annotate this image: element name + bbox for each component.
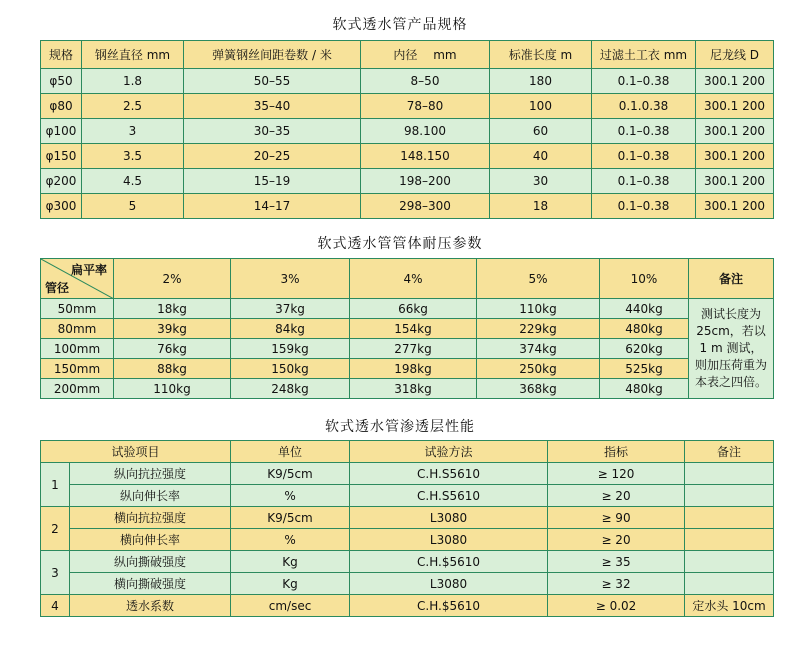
spec-cell: 2.5 (82, 94, 184, 119)
spec-cell: 30–35 (184, 119, 361, 144)
pressure-cell: 480kg (600, 379, 689, 399)
spec-header-row (41, 41, 774, 69)
perm-index: ≥ 0.02 (548, 595, 685, 617)
spec-title: 软式透水管产品规格 (332, 17, 468, 33)
spec-cell: φ50 (41, 69, 82, 94)
spec-cell: 40 (490, 144, 592, 169)
spec-cell: φ100 (41, 119, 82, 144)
pressure-cell: 88kg (114, 359, 231, 379)
spec-cell: 30 (490, 169, 592, 194)
spec-cell: φ200 (41, 169, 82, 194)
pressure-header-cell: 4% (350, 259, 477, 299)
perm-header-cell: 备注 (685, 441, 774, 463)
pressure-cell: 37kg (231, 299, 350, 319)
pressure-cell: 150mm (41, 359, 114, 379)
spec-cell: 0.1–0.38 (592, 169, 696, 194)
table-row (41, 551, 774, 573)
spec-cell: 3 (82, 119, 184, 144)
pressure-cell: 100mm (41, 339, 114, 359)
spec-cell: 300.1 200 (696, 94, 774, 119)
table-row (41, 194, 774, 219)
spec-cell: 0.1–0.38 (592, 119, 696, 144)
spec-cell: 180 (490, 69, 592, 94)
perm-group-number: 4 (41, 595, 70, 617)
table-row (41, 463, 774, 485)
pressure-header-cell: 5% (477, 259, 600, 299)
perm-item: 纵向撕破强度 (70, 551, 231, 573)
spec-cell: 50–55 (184, 69, 361, 94)
table-row (41, 169, 774, 194)
perm-unit: cm/sec (231, 595, 350, 617)
corner-label-diameter: 管径 (45, 281, 70, 295)
spec-header-cell: 钢丝直径 mm (82, 41, 184, 69)
spec-header-cell: 弹簧钢丝间距卷数 / 米 (184, 41, 361, 69)
table-row (41, 529, 774, 551)
pressure-header-row (41, 259, 774, 299)
spec-cell: 1.8 (82, 69, 184, 94)
spec-cell: 148.150 (361, 144, 490, 169)
perm-note (685, 551, 774, 573)
perm-method: L3080 (350, 507, 548, 529)
perm-header-cell: 指标 (548, 441, 685, 463)
spec-cell: 198–200 (361, 169, 490, 194)
spec-header-cell: 内径 mm (361, 41, 490, 69)
pressure-cell: 480kg (600, 319, 689, 339)
pressure-cell: 277kg (350, 339, 477, 359)
spec-cell: 20–25 (184, 144, 361, 169)
perm-note (685, 507, 774, 529)
spec-cell: 15–19 (184, 169, 361, 194)
spec-cell: 8–50 (361, 69, 490, 94)
perm-index: ≥ 35 (548, 551, 685, 573)
pressure-cell: 374kg (477, 339, 600, 359)
perm-header-cell: 单位 (231, 441, 350, 463)
spec-cell: 0.1–0.38 (592, 194, 696, 219)
table-row (41, 94, 774, 119)
perm-item: 透水系数 (70, 595, 231, 617)
spec-header-cell: 标准长度 m (490, 41, 592, 69)
perm-note (685, 463, 774, 485)
perm-header-cell: 试验项目 (41, 441, 231, 463)
pressure-header-cell: 2% (114, 259, 231, 299)
perm-group-number: 2 (41, 507, 70, 551)
table-row (41, 507, 774, 529)
perm-table (40, 440, 774, 617)
perm-index: ≥ 20 (548, 529, 685, 551)
pressure-cell: 84kg (231, 319, 350, 339)
pressure-title: 软式透水管管体耐压参数 (317, 236, 483, 252)
pressure-cell: 200mm (41, 379, 114, 399)
pressure-table (40, 258, 774, 399)
pressure-cell: 525kg (600, 359, 689, 379)
spec-cell: 300.1 200 (696, 69, 774, 94)
pressure-header-cell: 10% (600, 259, 689, 299)
pressure-cell: 229kg (477, 319, 600, 339)
spec-cell: 0.1.0.38 (592, 94, 696, 119)
spec-cell: φ80 (41, 94, 82, 119)
perm-item: 横向抗拉强度 (70, 507, 231, 529)
spec-header-cell: 过滤土工衣 mm (592, 41, 696, 69)
perm-index: ≥ 120 (548, 463, 685, 485)
table-row (41, 119, 774, 144)
table-row (41, 485, 774, 507)
pressure-cell: 250kg (477, 359, 600, 379)
spec-cell: 100 (490, 94, 592, 119)
spec-cell: φ300 (41, 194, 82, 219)
perm-title: 软式透水管渗透层性能 (325, 419, 475, 435)
spec-cell: φ150 (41, 144, 82, 169)
perm-note (685, 485, 774, 507)
spec-cell: 0.1–0.38 (592, 69, 696, 94)
table-row (41, 339, 774, 359)
perm-unit: K9/5cm (231, 463, 350, 485)
perm-index: ≥ 20 (548, 485, 685, 507)
pressure-corner-cell (41, 259, 114, 299)
perm-method: C.H.$5610 (350, 551, 548, 573)
perm-unit: % (231, 529, 350, 551)
perm-unit: Kg (231, 573, 350, 595)
spec-cell: 300.1 200 (696, 169, 774, 194)
spec-cell: 98.100 (361, 119, 490, 144)
perm-unit: K9/5cm (231, 507, 350, 529)
spec-cell: 3.5 (82, 144, 184, 169)
perm-item: 纵向伸长率 (70, 485, 231, 507)
pressure-cell: 76kg (114, 339, 231, 359)
pressure-cell: 150kg (231, 359, 350, 379)
pressure-cell: 39kg (114, 319, 231, 339)
pressure-cell: 368kg (477, 379, 600, 399)
pressure-cell: 198kg (350, 359, 477, 379)
perm-item: 横向撕破强度 (70, 573, 231, 595)
spec-cell: 18 (490, 194, 592, 219)
spec-cell: 35–40 (184, 94, 361, 119)
perm-method: C.H.S5610 (350, 485, 548, 507)
perm-method: C.H.$5610 (350, 595, 548, 617)
perm-note: 定水头 10cm (685, 595, 774, 617)
perm-group-number: 3 (41, 551, 70, 595)
table-row (41, 319, 774, 339)
spec-cell: 60 (490, 119, 592, 144)
spec-cell: 300.1 200 (696, 119, 774, 144)
perm-unit: % (231, 485, 350, 507)
perm-index: ≥ 32 (548, 573, 685, 595)
perm-note (685, 529, 774, 551)
spec-cell: 5 (82, 194, 184, 219)
pressure-cell: 620kg (600, 339, 689, 359)
spec-header-cell: 规格 (41, 41, 82, 69)
pressure-cell: 110kg (477, 299, 600, 319)
table-row (41, 573, 774, 595)
spec-cell: 0.1–0.38 (592, 144, 696, 169)
spec-cell: 300.1 200 (696, 144, 774, 169)
perm-item: 纵向抗拉强度 (70, 463, 231, 485)
perm-item: 横向伸长率 (70, 529, 231, 551)
perm-method: L3080 (350, 573, 548, 595)
pressure-note-header: 备注 (689, 259, 774, 299)
table-row (41, 299, 774, 319)
pressure-cell: 80mm (41, 319, 114, 339)
perm-index: ≥ 90 (548, 507, 685, 529)
spec-cell: 298–300 (361, 194, 490, 219)
spec-cell: 78–80 (361, 94, 490, 119)
spec-cell: 300.1 200 (696, 194, 774, 219)
spec-cell: 14–17 (184, 194, 361, 219)
table-row (41, 359, 774, 379)
table-row (41, 69, 774, 94)
spec-cell: 4.5 (82, 169, 184, 194)
perm-group-number: 1 (41, 463, 70, 507)
table-row (41, 595, 774, 617)
pressure-cell: 66kg (350, 299, 477, 319)
pressure-cell: 318kg (350, 379, 477, 399)
spec-header-cell: 尼龙线 D (696, 41, 774, 69)
pressure-cell: 248kg (231, 379, 350, 399)
pressure-cell: 110kg (114, 379, 231, 399)
perm-note (685, 573, 774, 595)
perm-method: C.H.S5610 (350, 463, 548, 485)
perm-header-row (41, 441, 774, 463)
pressure-header-cell: 3% (231, 259, 350, 299)
perm-unit: Kg (231, 551, 350, 573)
pressure-cell: 159kg (231, 339, 350, 359)
pressure-cell: 154kg (350, 319, 477, 339)
table-row (41, 144, 774, 169)
perm-method: L3080 (350, 529, 548, 551)
pressure-cell: 440kg (600, 299, 689, 319)
pressure-note: 测试长度为 25cm，若以 1 m 测试，则加压荷重为本表之四倍。 (689, 299, 774, 399)
pressure-cell: 50mm (41, 299, 114, 319)
pressure-cell: 18kg (114, 299, 231, 319)
spec-table (40, 40, 774, 219)
table-row (41, 379, 774, 399)
perm-header-cell: 试验方法 (350, 441, 548, 463)
corner-label-flatness: 扁平率 (70, 263, 107, 277)
